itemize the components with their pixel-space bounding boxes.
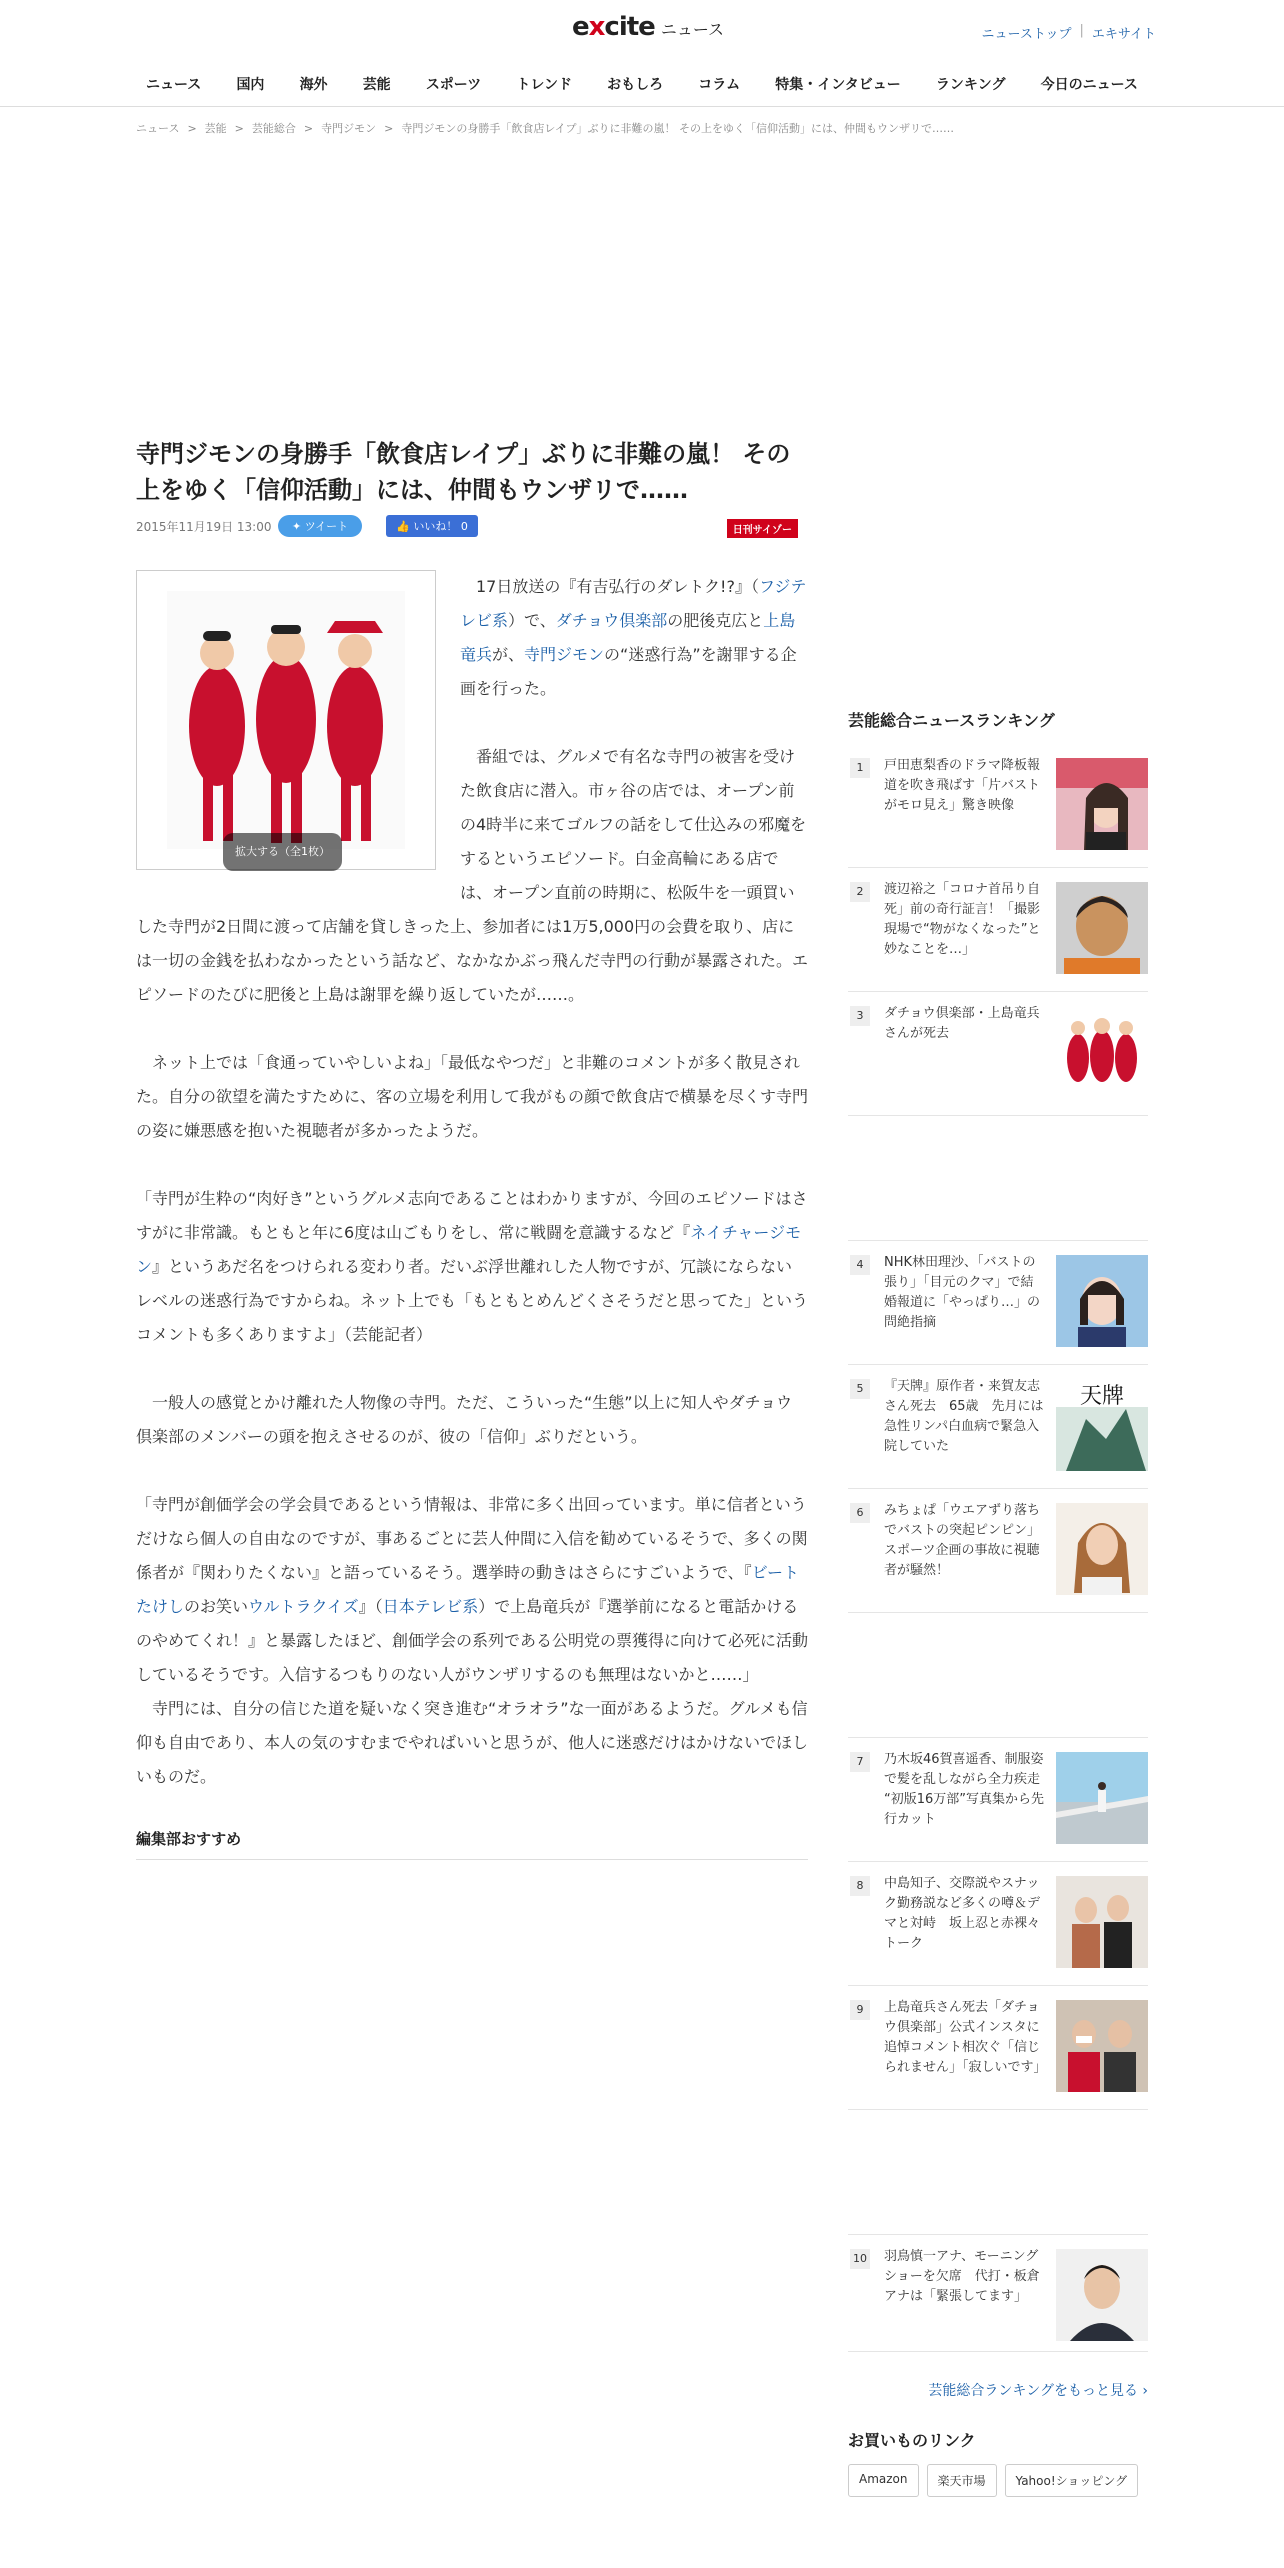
ranking-item[interactable] <box>848 1986 1148 2110</box>
top-links <box>982 23 1156 42</box>
recommend-heading: 編集部おすすめ <box>136 1828 808 1860</box>
ranking-item[interactable] <box>848 1862 1148 1986</box>
shop-link-rakuten[interactable]: 楽天市場 <box>927 2464 997 2497</box>
nav-item-ranking[interactable]: ランキング <box>935 77 1006 93</box>
rank-number: 4 <box>850 1255 870 1275</box>
rank-title: 渡辺裕之「コロナ首吊り自死」前の奇行証言！「撮影現場で“物がなくなった”と妙なことを…」 <box>884 882 1041 957</box>
link-beat-takeshi[interactable]: ビートたけし <box>136 1563 800 1616</box>
ranking-item[interactable] <box>848 1738 1148 1862</box>
ad-space <box>848 1116 1148 1241</box>
rank-thumbnail <box>1056 1379 1148 1471</box>
sidebar <box>848 708 1148 2497</box>
tweet-button[interactable] <box>278 515 362 537</box>
link-ultra-quiz[interactable]: ウルトラクイズ <box>248 1597 359 1616</box>
ad-space <box>848 2110 1148 2235</box>
rank-number: 8 <box>850 1876 870 1896</box>
rank-thumbnail <box>1056 1255 1148 1347</box>
global-nav <box>136 74 1148 94</box>
nav-item-overseas[interactable]: 海外 <box>299 77 328 93</box>
thumbs-up-icon: 👍 <box>396 520 414 533</box>
paragraph: ネット上では「食通っていやしいよね」「最低なやつだ」と非難のコメントが多く散見された。自分の欲望を満たすために、客の立場を利用して我がもの顔で飲食店で横暴を尽くす寺門の姿に嫌悪感を抱いた視聴者が多かったようだ。 <box>136 1053 809 1140</box>
like-label: いいね！ 0 <box>413 520 468 533</box>
paragraph: 一般人の感覚とかけ離れた人物像の寺門。ただ、こういった“生態”以上に知人やダチョウ倶楽部のメンバーの頭を抱えさせるのが、彼の「信仰」ぶりだという。 <box>136 1393 793 1446</box>
rank-number: 10 <box>850 2249 870 2269</box>
shop-heading: お買いものリンク <box>848 2431 976 2450</box>
shopping-links <box>848 2428 1148 2497</box>
paragraph: 寺門には、自分の信じた道を疑いなく突き進む“オラオラ”な一面があるようだ。グルメも信仰も自由であり、本人の気のすむまでやればいいと思うが、他人に迷惑だけはかけないでほしいものだ。 <box>136 1699 809 1786</box>
link-fujitv[interactable]: フジテレビ系 <box>460 577 807 630</box>
chevron-right-icon: > <box>303 122 314 135</box>
source-badge[interactable]: 日刊サイゾー <box>727 519 798 538</box>
rank-number: 5 <box>850 1379 870 1399</box>
link-ntv[interactable]: 日本テレビ系 <box>382 1597 479 1616</box>
article-date: 2015年11月19日 13:00 <box>136 519 272 534</box>
shop-link-amazon[interactable]: Amazon <box>848 2464 919 2497</box>
ranking-item[interactable] <box>848 2235 1148 2352</box>
rank-title: みちょぱ「ウエアずり落ちでバストの突起ピンピン」スポーツ企画の事故に視聴者が騒然！ <box>884 1503 1041 1578</box>
nav-divider <box>0 106 1284 107</box>
ranking-item[interactable] <box>848 1365 1148 1489</box>
twitter-bird-icon: ✦ <box>292 520 305 533</box>
rank-thumbnail <box>1056 882 1148 974</box>
nav-item-trend[interactable]: トレンド <box>516 77 573 93</box>
rank-number: 9 <box>850 2000 870 2020</box>
site-logo[interactable] <box>572 12 724 42</box>
breadcrumb-item[interactable]: 芸能 <box>204 122 227 135</box>
article-title: 寺門ジモンの身勝手「飲食店レイプ」ぶりに非難の嵐！ その上をゆく「信仰活動」には、仲間もウンザリで…… <box>136 440 791 504</box>
nav-item-today[interactable]: 今日のニュース <box>1040 77 1138 93</box>
breadcrumb-current: 寺門ジモンの身勝手「飲食店レイプ」ぶりに非難の嵐！ その上をゆく「信仰活動」には、仲間もウンザリで…… <box>401 122 954 135</box>
ranking-item[interactable] <box>848 992 1148 1116</box>
ranking-item[interactable] <box>848 868 1148 992</box>
rank-thumbnail <box>1056 1752 1148 1844</box>
link-ueshima[interactable]: 上島竜兵 <box>460 611 796 664</box>
chevron-right-icon: > <box>384 122 394 135</box>
zoom-label[interactable]: 拡大する（全1枚） <box>223 833 342 871</box>
top-link-news-top[interactable]: ニューストップ <box>981 27 1072 42</box>
nav-item-column[interactable]: コラム <box>698 77 741 93</box>
ranking-item[interactable] <box>848 744 1148 868</box>
logo-subtitle: ニュース <box>660 20 725 39</box>
rank-title: 乃木坂46賀喜遥香、制服姿で髪を乱しながら全力疾走 “初版16万部”写真集から先行カット <box>884 1752 1045 1827</box>
divider: | <box>1079 23 1084 38</box>
rank-number: 3 <box>850 1006 870 1026</box>
article-meta <box>136 514 808 538</box>
article <box>136 436 808 1860</box>
ad-space <box>848 1613 1148 1738</box>
link-dachou-club[interactable]: ダチョウ倶楽部 <box>555 611 668 630</box>
rank-number: 2 <box>850 882 870 902</box>
rank-number: 7 <box>850 1752 870 1772</box>
paragraph: 「寺門が創価学会の学会員であるという情報は、非常に多く出回っています。単に信者というだけなら個人の自由なのですが、事あるごとに芸人仲間に入信を勧めているそうで、多くの関係者が『関わりたくない』と語っているそう。選挙時の動きはさらにすごいようで、『ビートたけしのお笑いウルトラクイズ』（日本テレビ系）で上島竜兵が『選挙前になると電話かけるのやめてくれ！』と暴露したほど、創価学会の系列である公明党の票獲得に向けて必死に活動しているそうです。入信するつもりのない人がウンザリするのも無理はないかと……」 <box>136 1495 809 1684</box>
ranking-more-link[interactable]: 芸能総合ランキングをもっと見る › <box>928 2383 1148 2399</box>
paragraph: 番組では、グルメで有名な寺門の被害を受けた飲食店に潜入。市ヶ谷の店では、オープン前の4時半に来てゴルフの話をして仕込みの邪魔をするというエピソード。白金高輪にある店では、オープン直前の時期に、松阪牛を一頭買いした寺門が2日間に渡って店舗を貸しきった上、参加者には1万5,000円の会費を取り、店には一切の金銭を払わなかったという話など、なかなかぶっ飛んだ寺門の行動が暴露された。エピソードのたびに肥後と上島は謝罪を繰り返していたが……。 <box>136 747 809 1004</box>
site-header <box>0 0 1284 60</box>
link-nature-jimon[interactable]: ネイチャージモン <box>136 1223 802 1276</box>
rank-title: 中島知子、交際説やスナック勤務説など多くの噂＆デマと対峙 坂上忍と赤裸々トーク <box>884 1876 1041 1951</box>
rank-title: 羽鳥慎一アナ、モーニングショーを欠席 代打・板倉アナは「緊張してます」 <box>884 2249 1040 2304</box>
breadcrumb-item[interactable]: 寺門ジモン <box>321 122 377 135</box>
like-button[interactable] <box>386 515 478 537</box>
ranking-item[interactable] <box>848 1241 1148 1365</box>
chevron-right-icon: > <box>187 122 197 135</box>
rank-thumbnail <box>1056 1006 1148 1098</box>
nav-item-domestic[interactable]: 国内 <box>236 77 265 93</box>
svg-text:天牌: 天牌 <box>1079 1384 1125 1409</box>
link-terakado[interactable]: 寺門ジモン <box>524 645 605 664</box>
rank-thumbnail <box>1056 2000 1148 2092</box>
rank-thumbnail <box>1056 1876 1148 1968</box>
paragraph: 「寺門が生粋の“肉好き”というグルメ志向であることはわかりますが、今回のエピソードはさすがに非常識。もともと年に6度は山ごもりをし、常に戦闘を意識するなど『ネイチャージモン』というあだ名をつけられる変わり者。だいぶ浮世離れした人物ですが、冗談にならないレベルの迷惑行為ですからね。ネット上でも「もともとめんどくさそうだと思ってた」というコメントも多くありますよ」（芸能記者） <box>136 1189 809 1344</box>
rank-title: 上島竜兵さん死去「ダチョウ倶楽部」公式インスタに追悼コメント相次ぐ「信じられません」「寂しいです」 <box>884 2000 1047 2075</box>
nav-item-sports[interactable]: スポーツ <box>425 77 482 93</box>
top-link-excite[interactable]: エキサイト <box>1091 27 1156 42</box>
rank-title: NHK林田理沙、「バストの張り」「目元のクマ」で結婚報道に「やっぱり…」の問絶指摘 <box>884 1255 1041 1330</box>
ranking-item[interactable] <box>848 1489 1148 1613</box>
nav-item-features[interactable]: 特集・インタビュー <box>775 77 901 93</box>
rank-thumbnail <box>1056 758 1148 850</box>
rank-thumbnail <box>1056 1503 1148 1595</box>
ranking-heading: 芸能総合ニュースランキング <box>848 711 1055 730</box>
paragraph: 17日放送の『有吉弘行のダレトク!?』（フジテレビ系）で、ダチョウ倶楽部の肥後克広と上島竜兵が、寺門ジモンの“迷惑行為”を謝罪する企画を行った。 <box>460 577 807 698</box>
nav-item-entertainment[interactable]: 芸能 <box>362 77 391 93</box>
rank-number: 6 <box>850 1503 870 1523</box>
breadcrumb-item[interactable]: 芸能総合 <box>251 122 296 135</box>
chevron-right-icon: > <box>234 122 244 135</box>
rank-title: 『天牌』原作者・来賀友志さん死去 65歳 先月には急性リンパ白血病で緊急入院していた <box>884 1379 1044 1454</box>
tweet-label: ツイート <box>304 520 349 533</box>
breadcrumb-item[interactable]: ニュース <box>136 122 180 135</box>
article-body <box>136 570 808 1794</box>
logo-brand: excite <box>572 12 655 42</box>
breadcrumb <box>136 120 954 136</box>
rank-title: ダチョウ倶楽部・上島竜兵さんが死去 <box>884 1006 1040 1041</box>
rank-thumbnail <box>1056 2249 1148 2341</box>
article-image[interactable] <box>136 570 436 870</box>
shop-link-yahoo[interactable]: Yahoo!ショッピング <box>1005 2464 1139 2497</box>
rank-number: 1 <box>850 758 870 778</box>
nav-item-news[interactable]: ニュース <box>146 77 202 93</box>
rank-title: 戸田恵梨香のドラマ降板報道を吹き飛ばす「片バストがモロ見え」驚き映像 <box>884 758 1041 813</box>
trio-photo <box>167 591 405 849</box>
nav-item-funny[interactable]: おもしろ <box>607 77 664 93</box>
